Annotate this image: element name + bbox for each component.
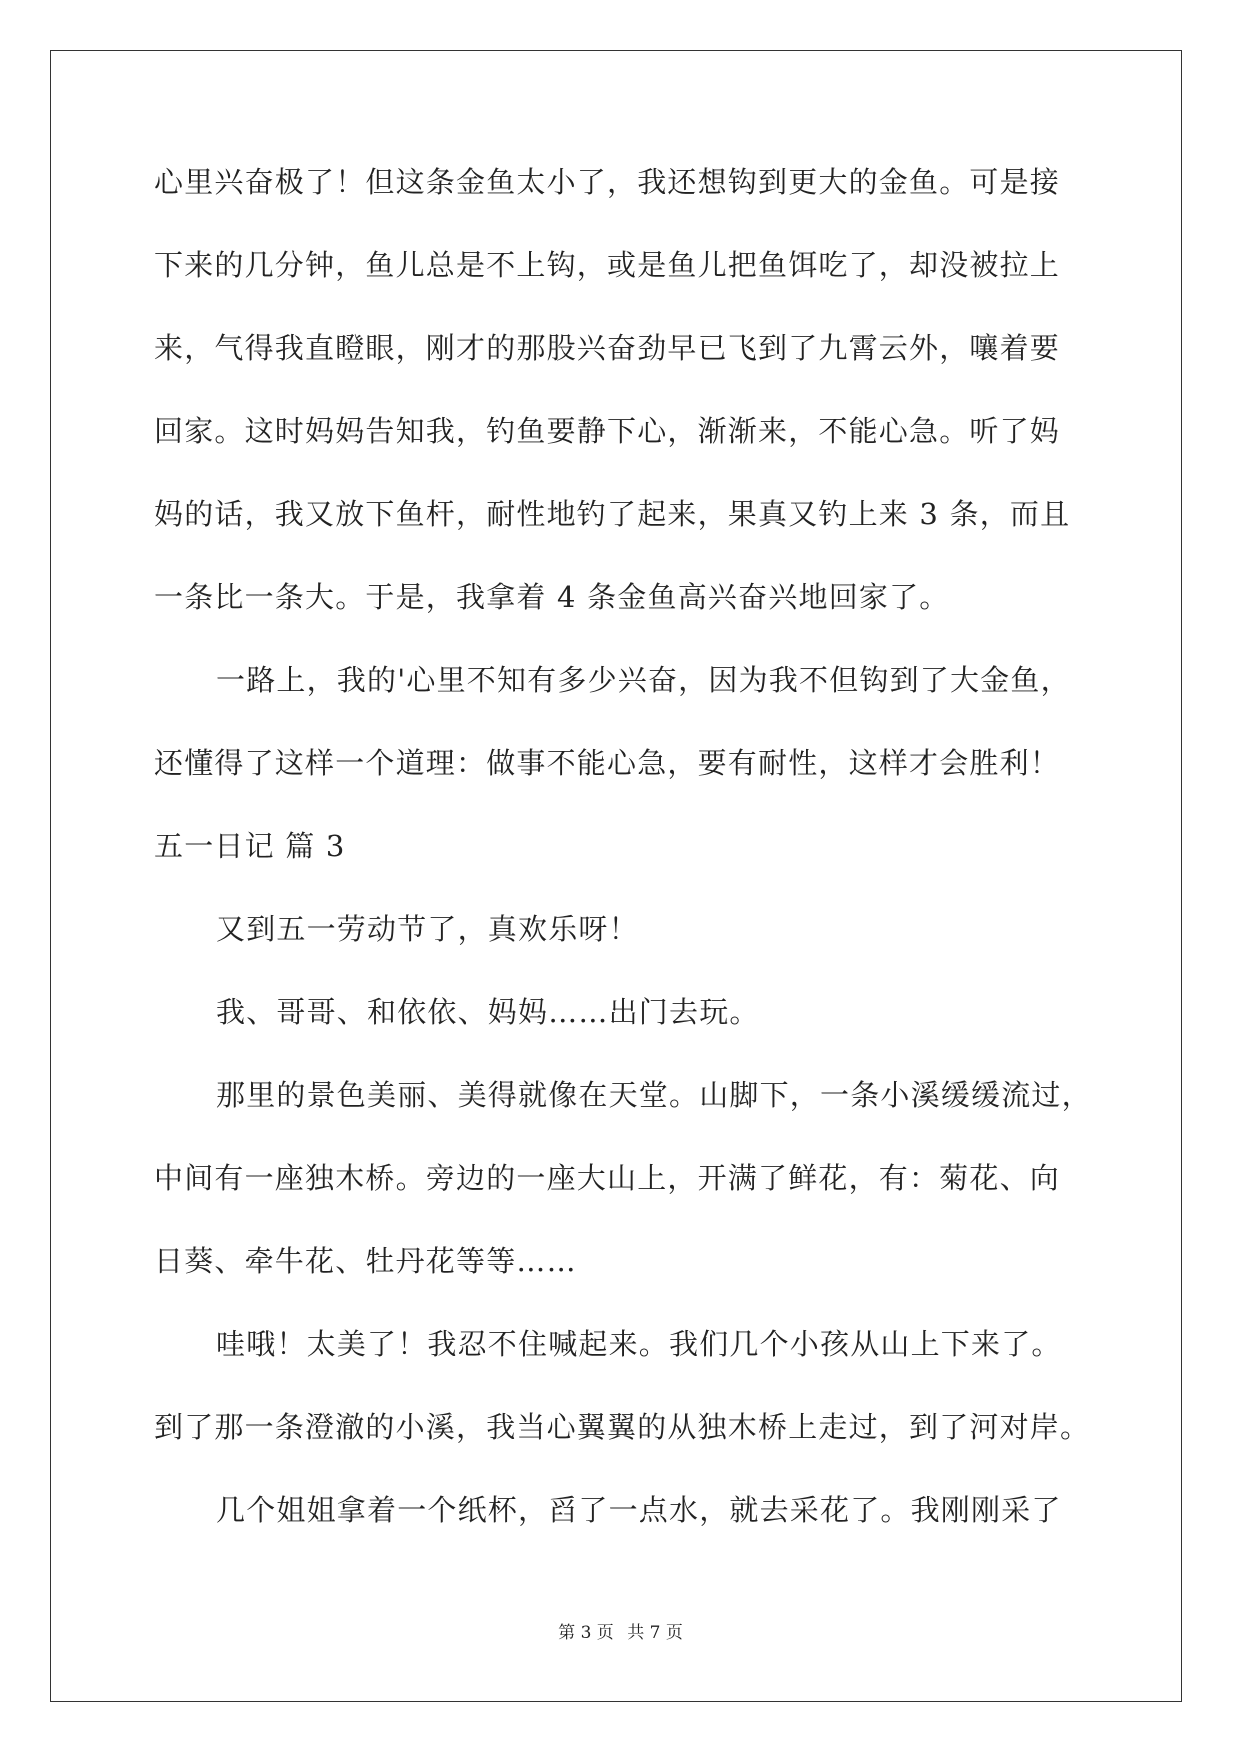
text-line: 日葵、牵牛花、牡丹花等等…… [154, 1244, 577, 1278]
text-line: 还懂得了这样一个道理：做事不能心急，要有耐性，这样才会胜利！ [154, 746, 1061, 780]
text-line: 一条比一条大。于是，我拿着 4 条金鱼高兴奋兴地回家了。 [154, 580, 950, 614]
text-line: 心里兴奋极了！但这条金鱼太小了，我还想钩到更大的金鱼。可是接 [154, 165, 1061, 199]
text-line: 一路上，我的'心里不知有多少兴奋，因为我不但钩到了大金鱼， [216, 663, 1071, 697]
text-line: 来，气得我直瞪眼，刚才的那股兴奋劲早已飞到了九霄云外，嚷着要 [154, 331, 1061, 365]
text-line: 哇哦！太美了！我忍不住喊起来。我们几个小孩从山上下来了。 [216, 1327, 1062, 1361]
text-line: 妈的话，我又放下鱼杆，耐性地钓了起来，果真又钓上来 3 条，而且 [154, 497, 1071, 531]
text-line: 回家。这时妈妈告知我，钓鱼要静下心，渐渐来，不能心急。听了妈 [154, 414, 1061, 448]
page-total: 共 7 页 [627, 1623, 683, 1643]
text-line: 到了那一条澄澈的小溪，我当心翼翼的从独木桥上走过，到了河对岸。 [154, 1410, 1091, 1444]
text-line: 中间有一座独木桥。旁边的一座大山上，开满了鲜花，有：菊花、向 [154, 1161, 1061, 1195]
text-line: 下来的几分钟，鱼儿总是不上钩，或是鱼儿把鱼饵吃了，却没被拉上 [154, 248, 1061, 282]
text-line: 我、哥哥、和依依、妈妈……出门去玩。 [216, 995, 760, 1029]
document-body [154, 160, 1094, 1571]
text-line: 几个姐姐拿着一个纸杯，舀了一点水，就去采花了。我刚刚采了 [216, 1493, 1062, 1527]
text-line: 那里的景色美丽、美得就像在天堂。山脚下，一条小溪缓缓流过， [216, 1078, 1092, 1112]
text-line: 又到五一劳动节了，真欢乐呀！ [216, 912, 639, 946]
page-number: 第 3 页 [558, 1623, 614, 1643]
section-heading: 五一日记 篇 3 [154, 829, 346, 863]
page-footer [0, 1618, 1241, 1643]
